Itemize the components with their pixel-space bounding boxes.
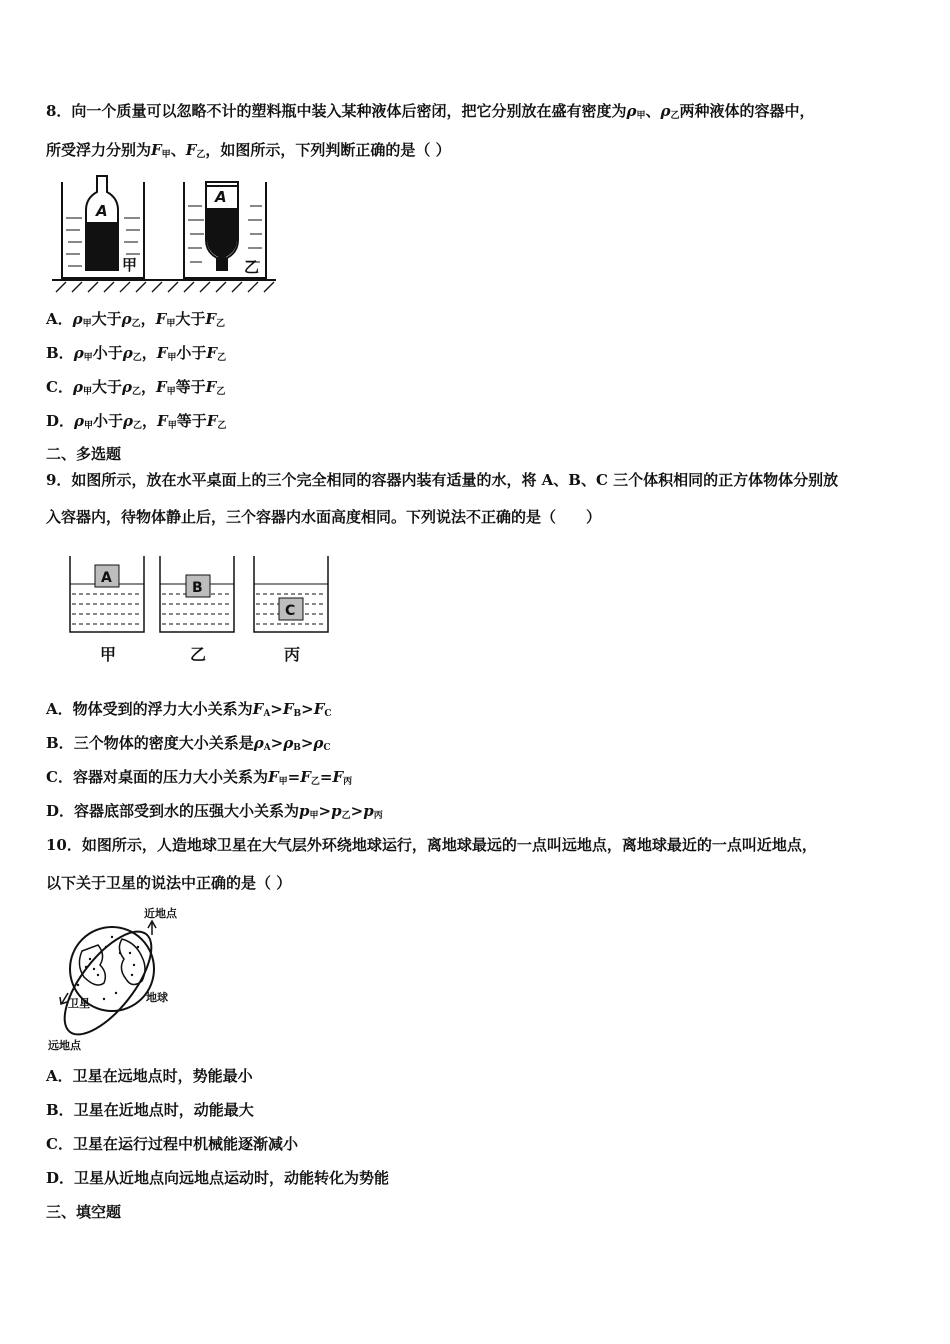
q9-stem-line2: 入容器内，待物体静止后，三个容器内水面高度相同。下列说法不正确的是（ ） <box>46 508 602 526</box>
q8-option-c[interactable]: C．$\rho_甲$大于$\rho_乙$，$F_甲$等于$F_乙$ <box>46 378 226 397</box>
q9-option-b[interactable]: B．三个物体的密度大小关系是$\rho_A>\rho_B>\rho_C$ <box>46 734 331 753</box>
svg-text:甲: 甲 <box>122 256 138 274</box>
q8-option-b[interactable]: B．$\rho_甲$小于$\rho_乙$，$F_甲$小于$F_乙$ <box>46 344 227 363</box>
q9-stem-line1: 9．如图所示，放在水平桌面上的三个完全相同的容器内装有适量的水，将 A、B、C 三个体积相同的正方体物体分别放 <box>46 471 839 489</box>
svg-text:地球: 地球 <box>146 991 168 1004</box>
svg-text:远地点: 远地点 <box>48 1039 81 1052</box>
q9-option-a[interactable]: A．物体受到的浮力大小关系为$F_A>F_B>F_C$ <box>46 700 332 719</box>
q10-stem-line1: 10．如图所示，人造地球卫星在大气层外环绕地球运行，离地球最远的一点叫远地点，离地球最近的一点叫近地点， <box>46 836 817 854</box>
section-heading-multi: 二、多选题 <box>46 445 122 463</box>
q8-stem-line2: 所受浮力分别为$F_甲$、$F_乙$，如图所示，下列判断正确的是（ ） <box>46 141 451 160</box>
svg-text:C: C <box>285 603 296 619</box>
q10-stem-line2: 以下关于卫星的说法中正确的是（ ） <box>46 874 292 892</box>
q10-figure-orbit <box>46 903 196 1053</box>
q10-option-b[interactable]: B．卫星在近地点时，动能最大 <box>46 1101 254 1119</box>
svg-text:A: A <box>101 570 112 586</box>
q8-option-a[interactable]: A．$\rho_甲$大于$\rho_乙$，$F_甲$大于$F_乙$ <box>46 310 226 329</box>
q8-figure-bottles <box>46 170 286 300</box>
svg-text:乙: 乙 <box>190 645 207 664</box>
q9-option-d[interactable]: D．容器底部受到水的压强大小关系为$p_甲>p_乙>p_丙$ <box>46 802 383 821</box>
q9-option-c[interactable]: C．容器对桌面的压力大小关系为$F_甲=F_乙=F_丙$ <box>46 768 353 787</box>
q8-option-d[interactable]: D．$\rho_甲$小于$\rho_乙$，$F_甲$等于$F_乙$ <box>46 412 227 431</box>
q10-option-a[interactable]: A．卫星在远地点时，势能最小 <box>46 1067 253 1085</box>
svg-text:A: A <box>96 202 108 220</box>
q10-option-d[interactable]: D．卫星从近地点向远地点运动时，动能转化为势能 <box>46 1169 390 1187</box>
svg-text:甲: 甲 <box>100 645 117 664</box>
section-heading-fill: 三、填空题 <box>46 1203 122 1221</box>
q8-stem-line1: 8．向一个质量可以忽略不计的塑料瓶中装入某种液体后密闭，把它分别放在盛有密度为$\rho_甲$、$\rho_乙$两种液体的容器中， <box>46 102 815 121</box>
svg-text:A: A <box>215 188 227 206</box>
svg-text:乙: 乙 <box>244 258 260 276</box>
svg-text:B: B <box>192 580 203 596</box>
svg-text:丙: 丙 <box>284 645 301 664</box>
q9-figure-containers <box>66 552 336 667</box>
q10-option-c[interactable]: C．卫星在运行过程中机械能逐渐减小 <box>46 1135 298 1153</box>
svg-text:近地点: 近地点 <box>144 907 177 920</box>
svg-text:卫星: 卫星 <box>68 997 90 1010</box>
